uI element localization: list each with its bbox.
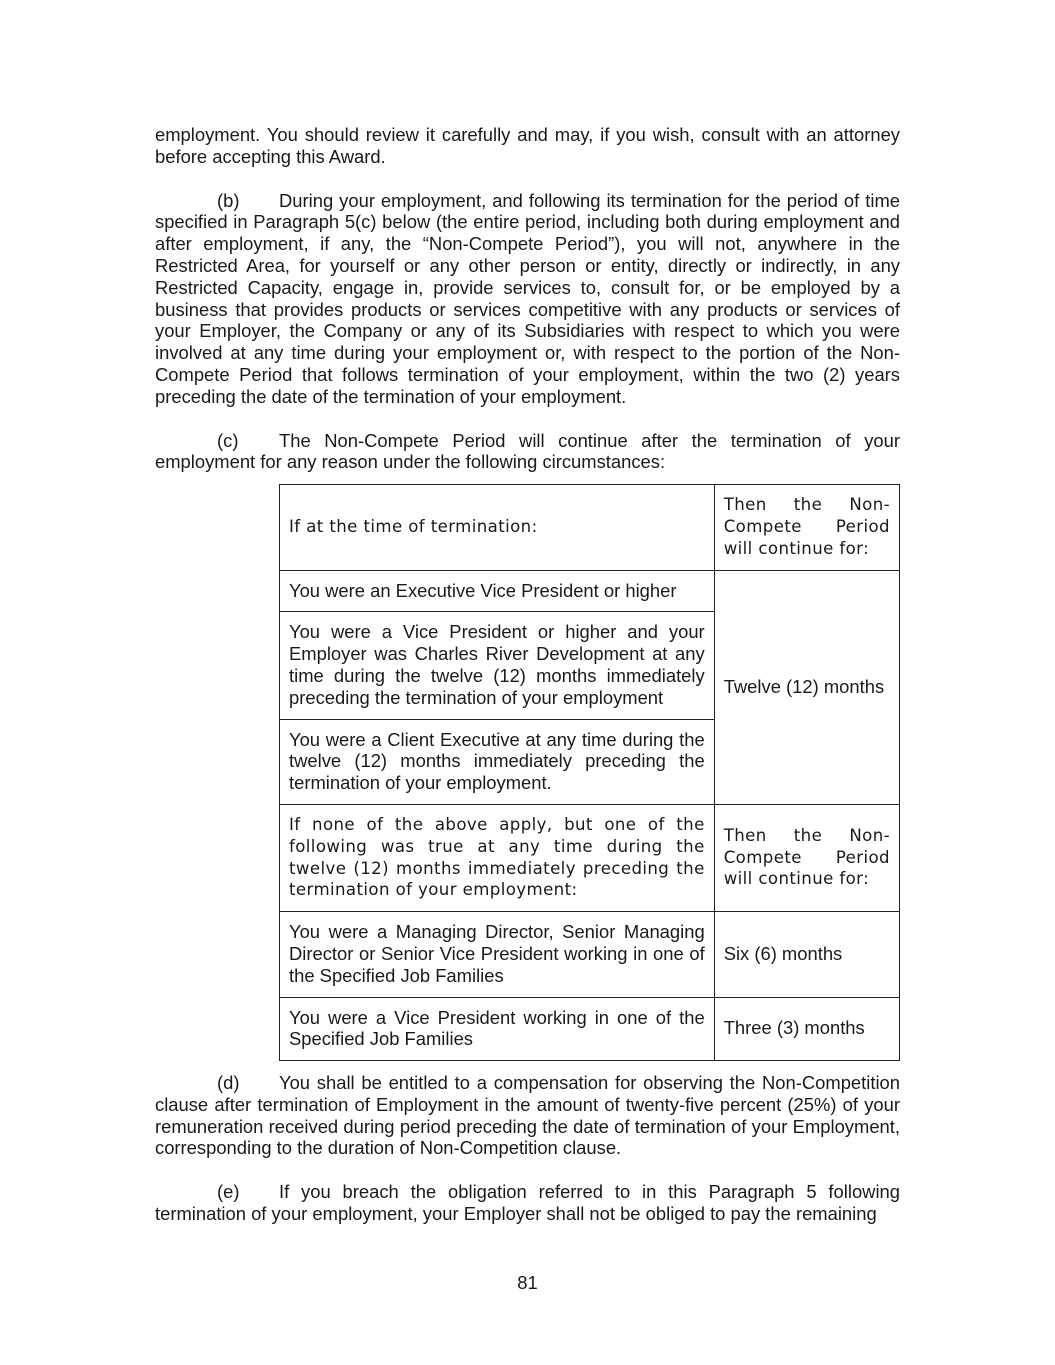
row-client-executive: You were a Client Executive at any time during the twelve (12) months immediately preceding the termination of your employment. (280, 719, 715, 804)
table-row (280, 997, 900, 1061)
paragraph-b-text: During your employment, and following its termination for the period of time specified in Paragraph 5(c) below (the entire period, including both during employment and after employment, if any, the “Non-Compete Period”), you will not, anywhere in the Restricted Area, for yourself or any other person or entity, directly or indirectly, in any Restricted Capacity, engage in, provide services to, consult for, or be employed by a business that provides products or services competitive with any products or services of your Employer, the Company or any of its Subsidiaries with respect to which you were involved at any time during your employment or, with respect to the portion of the Non-Compete Period that follows termination of your employment, within the two (2) years preceding the date of the termination of your employment. (155, 189, 900, 407)
paragraph-b (155, 190, 900, 408)
paragraph-e-text: If you breach the obligation referred to in this Paragraph 5 following termination of your employment, your Employer shall not be obliged to pay the remaining (155, 1181, 900, 1225)
duration-three-months: Three (3) months (714, 997, 899, 1061)
duration-six-months: Six (6) months (714, 912, 899, 997)
non-compete-table (279, 484, 900, 1061)
paragraph-d-text: You shall be entitled to a compensation for observing the Non-Competition clause after termination of Employment in the amount of twenty-five percent (25%) of your remuneration received during period preceding the date of termination of your Employment, corresponding to the duration of Non-Competition clause. (155, 1072, 900, 1159)
paragraph-c (155, 430, 900, 474)
header-right-cell: Then the Non-Compete Period will continue for: (714, 485, 899, 570)
paragraph-c-label: (c) (217, 429, 239, 451)
header-left-cell: If at the time of termination: (280, 485, 715, 570)
paragraph-e (155, 1181, 900, 1225)
row-executive-vp: You were an Executive Vice President or higher (280, 570, 715, 612)
subheader-left-cell: If none of the above apply, but one of the following was true at any time during the twelve (12) months immediately preceding the termination of your employment: (280, 804, 715, 911)
paragraph-a-continuation: employment. You should review it carefully and may, if you wish, consult with an attorney before accepting this Award. (155, 124, 900, 167)
paragraph-c-text: The Non-Compete Period will continue after the termination of your employment for any reason under the following circumstances: (155, 429, 900, 473)
row-vp-charles-river: You were a Vice President or higher and your Employer was Charles River Development at any time during the twelve (12) months immediately preceding the termination of your employment (280, 612, 715, 719)
paragraph-d (155, 1072, 900, 1159)
duration-twelve-months: Twelve (12) months (714, 570, 899, 804)
subheader-right-cell: Then the Non-Compete Period will continue for: (714, 804, 899, 911)
row-managing-director: You were a Managing Director, Senior Managing Director or Senior Vice President working in one of the Specified Job Families (280, 912, 715, 997)
table-row (280, 912, 900, 997)
table-subheader-row (280, 804, 900, 911)
table-row (280, 570, 900, 612)
table-header-row (280, 485, 900, 570)
document-page (155, 124, 900, 1225)
page-number: 81 (517, 1272, 538, 1293)
paragraph-e-label: (e) (217, 1181, 240, 1203)
paragraph-b-label: (b) (217, 189, 240, 211)
paragraph-d-label: (d) (217, 1072, 240, 1094)
row-vice-president: You were a Vice President working in one of the Specified Job Families (280, 997, 715, 1061)
